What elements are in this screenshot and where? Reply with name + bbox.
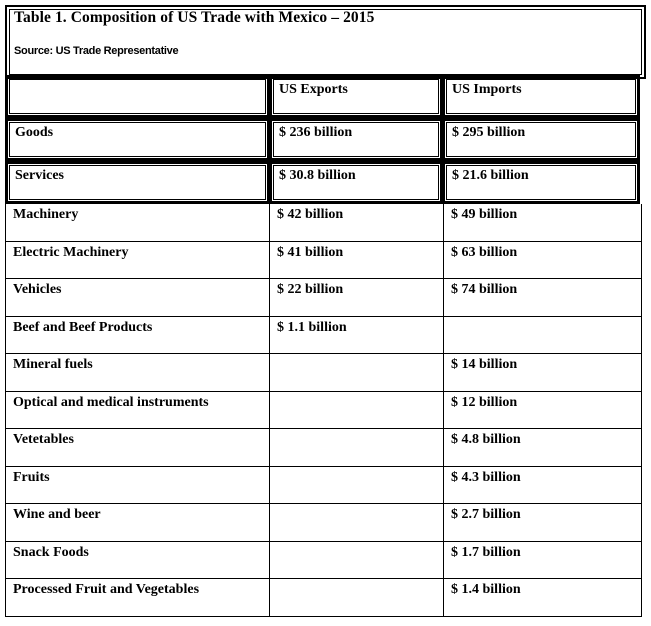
row-label: Wine and beer	[5, 504, 270, 542]
header-cell-label	[5, 75, 270, 118]
row-label: Processed Fruit and Vegetables	[5, 579, 270, 617]
row-label: Fruits	[5, 467, 270, 505]
table-row	[5, 242, 646, 280]
summary-row-services	[5, 161, 646, 204]
row-imports: $ 63 billion	[444, 242, 642, 280]
row-imports	[444, 317, 642, 355]
summary-row-goods	[5, 118, 646, 161]
row-label: Vetetables	[5, 429, 270, 467]
row-label: Optical and medical instruments	[5, 392, 270, 430]
row-imports: $ 4.8 billion	[444, 429, 642, 467]
table-row	[5, 467, 646, 505]
row-imports: $ 21.6 billion	[442, 161, 640, 204]
row-label: Beef and Beef Products	[5, 317, 270, 355]
row-exports	[270, 467, 444, 505]
header-cell-exports: US Exports	[269, 75, 443, 118]
row-exports: $ 236 billion	[269, 118, 443, 161]
row-imports: $ 1.7 billion	[444, 542, 642, 580]
row-imports: $ 4.3 billion	[444, 467, 642, 505]
table-row	[5, 279, 646, 317]
row-exports	[270, 354, 444, 392]
table-row	[5, 542, 646, 580]
table-row	[5, 354, 646, 392]
row-label: Goods	[5, 118, 270, 161]
row-imports: $ 2.7 billion	[444, 504, 642, 542]
header-cell-imports: US Imports	[442, 75, 640, 118]
row-exports	[270, 429, 444, 467]
header-row	[5, 75, 646, 118]
row-exports: $ 42 billion	[270, 204, 444, 242]
row-exports	[270, 579, 444, 617]
row-exports: $ 22 billion	[270, 279, 444, 317]
row-exports	[270, 392, 444, 430]
row-exports: $ 30.8 billion	[269, 161, 443, 204]
row-imports: $ 49 billion	[444, 204, 642, 242]
row-exports	[270, 504, 444, 542]
row-label: Services	[5, 161, 270, 204]
row-exports	[270, 542, 444, 580]
row-imports: $ 295 billion	[442, 118, 640, 161]
row-imports: $ 74 billion	[444, 279, 642, 317]
row-label: Mineral fuels	[5, 354, 270, 392]
table-row	[5, 204, 646, 242]
row-label: Snack Foods	[5, 542, 270, 580]
row-label: Electric Machinery	[5, 242, 270, 280]
table-row	[5, 317, 646, 355]
title-box	[5, 5, 646, 79]
table-row	[5, 429, 646, 467]
row-label: Machinery	[5, 204, 270, 242]
row-imports: $ 12 billion	[444, 392, 642, 430]
row-imports: $ 1.4 billion	[444, 579, 642, 617]
table-row	[5, 504, 646, 542]
table-row	[5, 392, 646, 430]
table-title: Table 1. Composition of US Trade with Mexico – 2015	[14, 9, 375, 26]
table-source: Source: US Trade Representative	[14, 45, 179, 57]
table-row	[5, 579, 646, 617]
row-label: Vehicles	[5, 279, 270, 317]
row-imports: $ 14 billion	[444, 354, 642, 392]
row-exports: $ 41 billion	[270, 242, 444, 280]
table-body	[5, 75, 646, 617]
row-exports: $ 1.1 billion	[270, 317, 444, 355]
